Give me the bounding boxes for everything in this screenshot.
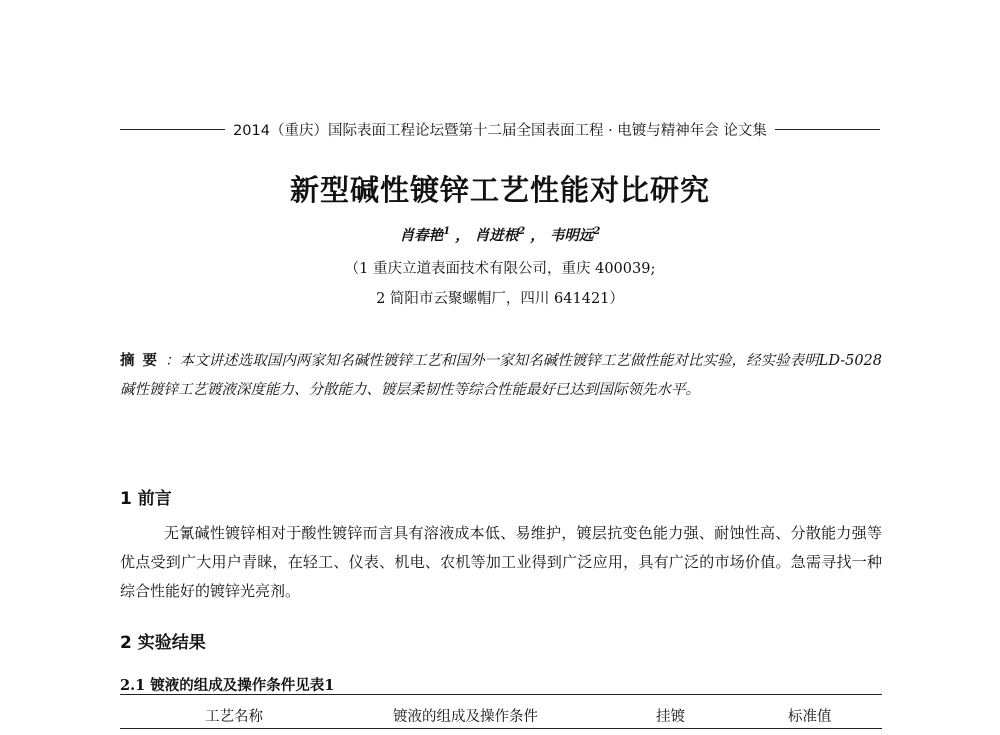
author-list: 肖春艳$^1$ ， 肖迸根$^2$ ， 韦明远$^2$ bbox=[399, 226, 601, 244]
header-rule-right bbox=[775, 129, 880, 130]
author-affiliation-mark: 1 bbox=[443, 226, 451, 238]
affiliation-line: 2 简阳市云聚螺帽厂，四川 641421） bbox=[376, 291, 624, 307]
author-name: 韦明远 bbox=[549, 227, 594, 244]
section-heading: 1 前言 bbox=[120, 489, 172, 509]
table-header-cell: 工艺名称 bbox=[205, 709, 263, 725]
body-paragraph: 无氰碱性镀锌相对于酸性镀锌而言具有溶液成本低、易维护，镀层抗变色能力强、耐蚀性高、分散能力强等优点受到广大用户青睐，在轻工、仪表、机电、农机等加工业得到广泛应用，具有广泛的市场价值。急需寻找一种综合性能好的镀锌光亮剂。 bbox=[120, 524, 882, 600]
affiliation-line: （1 重庆立道表面技术有限公司，重庆 400039; bbox=[344, 261, 656, 277]
author-name: 肖春艳 bbox=[399, 227, 444, 244]
table-header-cell: 标准值 bbox=[788, 709, 832, 725]
running-header bbox=[120, 118, 880, 140]
author-affiliation-mark: 2 bbox=[518, 226, 526, 238]
section-heading: 2 实验结果 bbox=[120, 633, 206, 653]
abstract bbox=[120, 346, 882, 405]
table-header-cell: 镀液的组成及操作条件 bbox=[393, 709, 538, 725]
table-top-rule bbox=[120, 694, 882, 695]
header-rule-left bbox=[120, 129, 225, 130]
abstract-label: 摘要 bbox=[120, 352, 166, 369]
author-name: 肖迸根 bbox=[474, 227, 519, 244]
author-affiliation-mark: 2 bbox=[593, 226, 601, 238]
abstract-text: 本文讲述选取国内两家知名碱性镀锌工艺和国外一家知名碱性镀锌工艺做性能对比实验，经实验表明LD-5028碱性镀锌工艺镀液深度能力、分散能力、镀层柔韧性等综合性能最好已达到国际领先水平。 bbox=[120, 353, 883, 398]
subsection-heading: 2.1 镀液的组成及操作条件见表1 bbox=[120, 677, 335, 694]
table-header-rule bbox=[120, 728, 882, 729]
running-header-text: 2014（重庆）国际表面工程论坛暨第十二届全国表面工程 · 电镀与精神年会 论文集 bbox=[233, 122, 767, 139]
table-header-cell: 挂镀 bbox=[656, 709, 685, 725]
abstract-colon: ： bbox=[165, 353, 180, 369]
paper-title: 新型碱性镀锌工艺性能对比研究 bbox=[289, 173, 710, 207]
